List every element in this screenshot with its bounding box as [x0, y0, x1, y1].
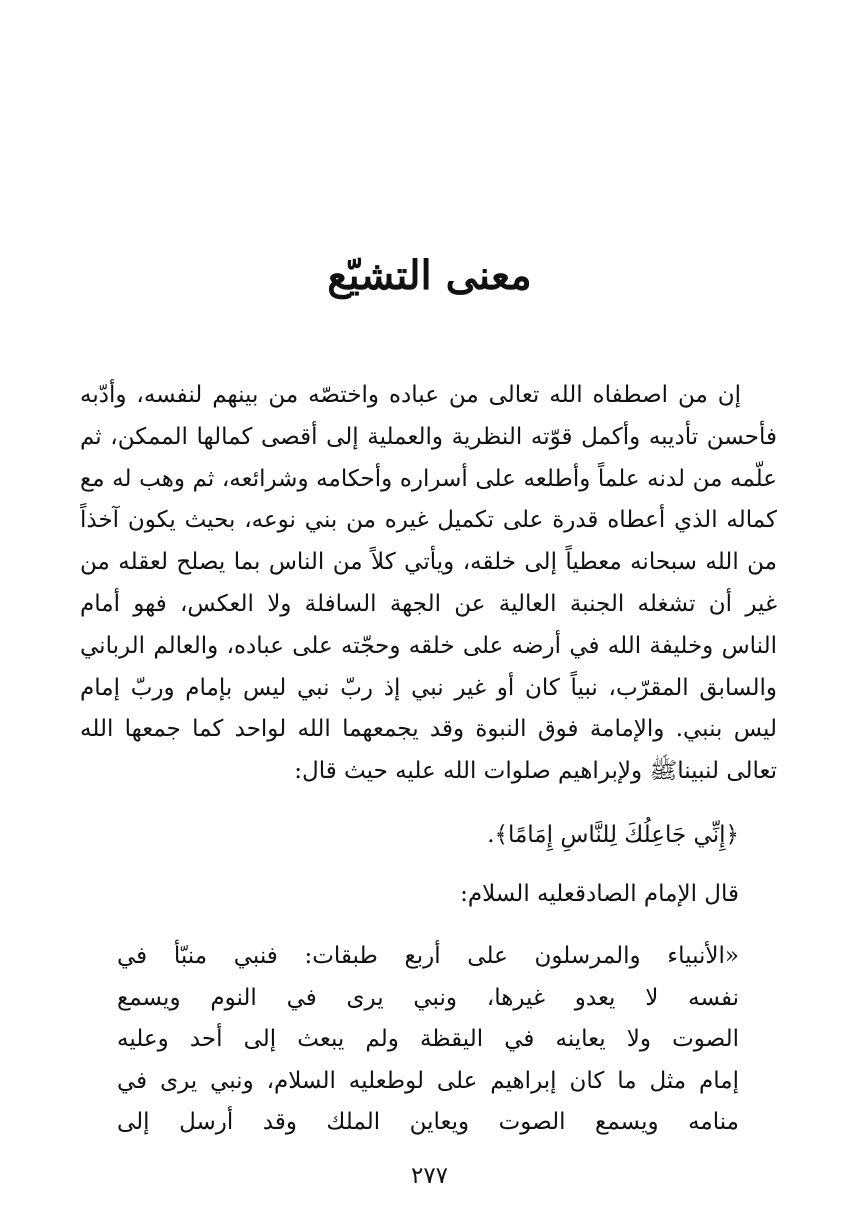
quote-line: نفسه لا يعدو غيرها، ونبي يرى في النوم ويسمع [117, 984, 739, 1011]
quote-line: إمام مثل ما كان إبراهيم على لوطعليه السلام، ونبي يرى في [117, 1067, 739, 1094]
paragraph-line: تعالى لنبيناﷺ ولإبراهيم صلوات الله عليه حيث قال: [294, 758, 777, 785]
quote-attribution: قال الإمام الصادقعليه السلام: [460, 881, 739, 907]
quranic-verse: ﴿إِنِّي جَاعِلُكَ لِلنَّاسِ إِمَامًا﴾. [487, 822, 739, 848]
paragraph-line: غير أن تشغله الجنبة العالية عن الجهة السافلة ولا العكس، فهو أمام [80, 590, 777, 617]
paragraph-line: كماله الذي أعطاه قدرة على تكميل غيره من بني نوعه، بحيث يكون آخذاً [80, 507, 777, 534]
quote-line: «الأنبياء والمرسلون على أربع طبقات: فنبي منبّأ في [117, 943, 739, 969]
quote-block [117, 936, 739, 1144]
paragraph-line: فأحسن تأديبه وأكمل قوّته النظرية والعملية إلى أقصى كمالها الممكن، ثم [80, 423, 777, 450]
chapter-title: معنى التشيّع [327, 252, 532, 299]
main-paragraph [80, 375, 777, 793]
paragraph-line: والسابق المقرّب، نبياً كان أو غير نبي إذ ربّ نبي ليس بإمام وربّ إمام [80, 674, 777, 701]
page-number: ٢٧٧ [410, 1163, 449, 1189]
paragraph-line: من الله سبحانه معطياً إلى خلقه، ويأتي كلاً من الناس بما يصلح لعقله من [80, 549, 777, 576]
quote-line: الصوت ولا يعاينه في اليقظة ولم يبعث إلى أحد وعليه [117, 1026, 739, 1052]
quote-line: منامه ويسمع الصوت ويعاين الملك وقد أرسل إلى [117, 1109, 739, 1135]
paragraph-line: ليس بنبي. والإمامة فوق النبوة وقد يجمعهما الله لواحد كما جمعها الله [80, 716, 777, 743]
paragraph-line: الناس وخليفة الله في أرضه على خلقه وحجّته على عباده، والعالم الرباني [80, 632, 777, 659]
paragraph-line: إن من اصطفاه الله تعالى من عباده واختصّه من بينهم لنفسه، وأدّبه [80, 382, 741, 408]
paragraph-line: علّمه من لدنه علماً وأطلعه على أسراره وأحكامه وشرائعه، ثم وهب له مع [80, 465, 777, 492]
